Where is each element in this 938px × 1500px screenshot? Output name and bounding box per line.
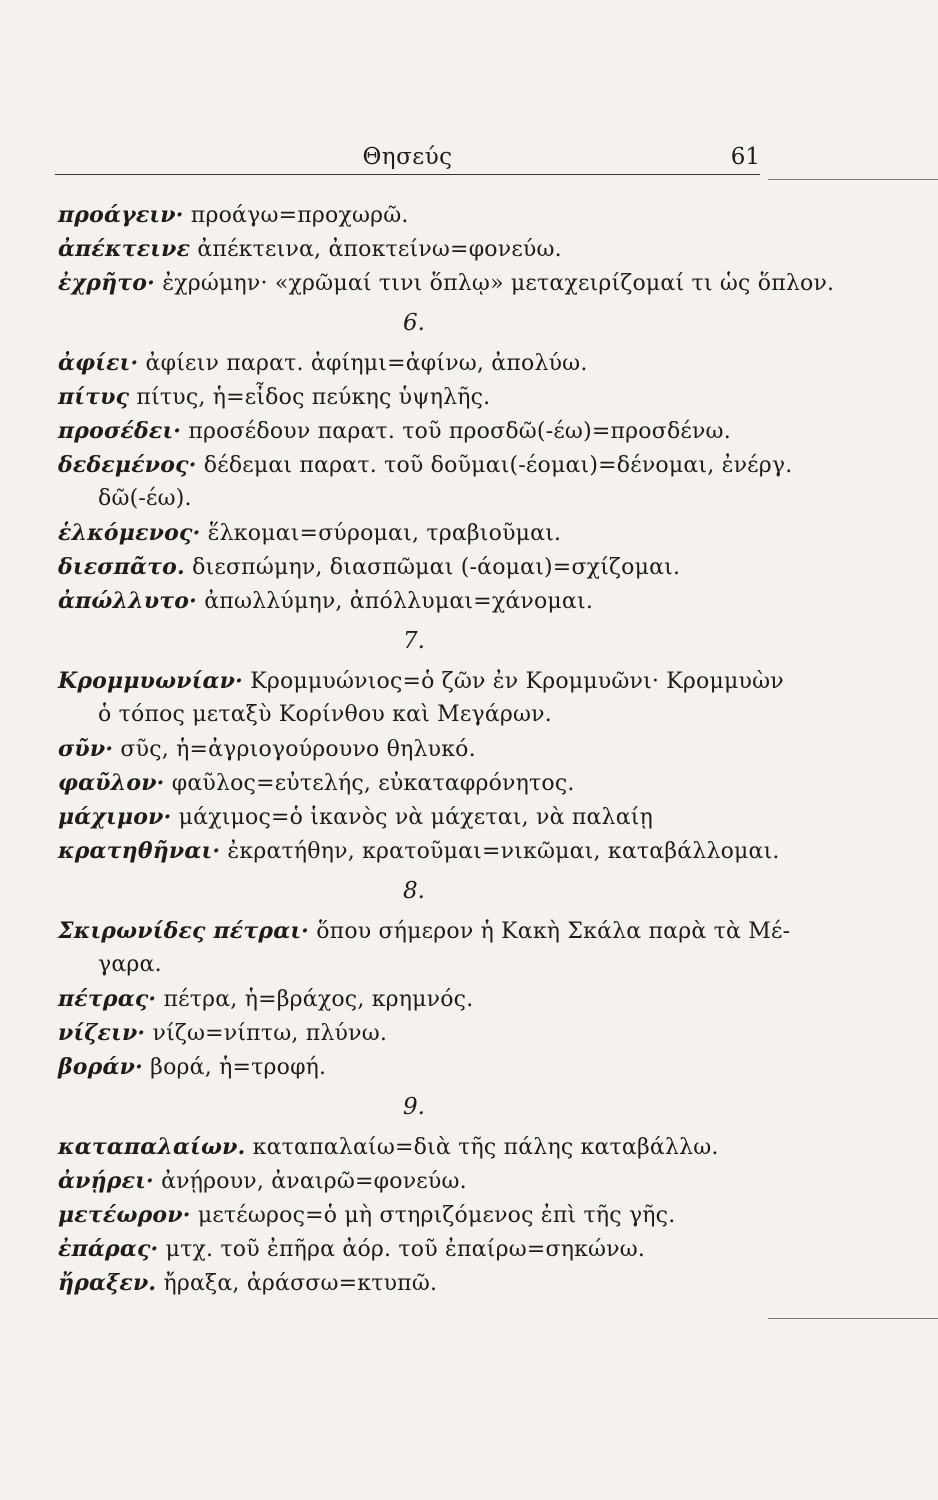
glossary-entry <box>58 914 791 948</box>
glossary-entry <box>58 1266 770 1300</box>
entry-lemma: ἐπάρας· <box>58 1236 159 1262</box>
glossary-entry <box>58 982 770 1016</box>
entry-definition: προσέδουν παρατ. τοῦ προσδῶ(-έω)=προσδένω. <box>181 419 731 444</box>
glossary-entry <box>58 584 770 618</box>
entry-lemma: σῦν· <box>58 736 114 762</box>
entry-lemma: ἤραξεν. <box>58 1270 157 1296</box>
glossary-entry <box>58 550 770 584</box>
glossary-body <box>58 198 835 1300</box>
margin-rule <box>768 179 938 180</box>
entry-lemma: μάχιμον· <box>58 804 172 830</box>
entry-definition: καταπαλαίω=διὰ τῆς πάλης καταβάλλω. <box>245 1135 719 1160</box>
glossary-entry <box>58 380 770 414</box>
entry-lemma: κρατηθῆναι· <box>58 838 221 864</box>
entry-lemma: μετέωρον· <box>58 1202 191 1228</box>
entry-lemma: ἑλκόμενος· <box>58 520 201 546</box>
glossary-entry <box>58 834 780 868</box>
running-header <box>55 140 760 175</box>
entry-definition: φαῦλος=εὐτελής, εὐκαταφρόνητος. <box>164 771 575 796</box>
glossary-entry <box>58 448 793 482</box>
glossary-entry <box>58 1164 770 1198</box>
entry-definition: ἀνῄρουν, ἀναιρῶ=φονεύω. <box>153 1169 467 1194</box>
glossary-entry <box>58 1198 770 1232</box>
section-number: 7. <box>403 628 425 654</box>
glossary-entry <box>58 266 835 300</box>
glossary-entry <box>58 414 770 448</box>
entry-lemma: πίτυς <box>58 384 130 410</box>
entry-definition: μετέωρος=ὁ μὴ στηριζόμενος ἐπὶ τῆς γῆς. <box>190 1203 676 1228</box>
section-number: 6. <box>403 310 425 336</box>
entry-definition: Κρομμυώνιος=ὁ ζῶν ἐν Κρομμυῶνι· Κρομμυὼν <box>243 669 784 694</box>
entry-definition: διεσπώμην, διασπῶμαι (-άομαι)=σχίζομαι. <box>184 555 681 580</box>
entry-definition: δέδεμαι παρατ. τοῦ δοῦμαι(-έομαι)=δένομαι, ἐνέργ. <box>196 453 793 478</box>
glossary-entry <box>58 800 770 834</box>
entry-definition: σῦς, ἡ=ἀγριογούρουνο θηλυκό. <box>113 737 476 762</box>
entry-lemma: νίζειν· <box>58 1020 146 1046</box>
entry-definition: ἐχρώμην· «χρῶμαί τινι ὅπλῳ» μεταχειρίζομαί τι ὡς ὅπλον. <box>155 271 835 296</box>
section-number: 9. <box>403 1094 425 1120</box>
entry-lemma: προάγειν· <box>58 202 184 228</box>
entry-lemma: καταπαλαίων. <box>58 1134 246 1160</box>
entry-lemma: πέτρας· <box>58 986 157 1012</box>
entry-continuation: γαρα. <box>98 952 162 977</box>
entry-lemma: ἀνῄρει· <box>58 1168 154 1194</box>
glossary-entry <box>58 1050 770 1084</box>
glossary-entry <box>58 1232 770 1266</box>
entry-definition: πίτυς, ἡ=εἶδος πεύκης ὑψηλῆς. <box>129 385 491 410</box>
glossary-entry <box>58 732 770 766</box>
entry-definition: μτχ. τοῦ ἐπῆρα ἀόρ. τοῦ ἐπαίρω=σηκώνω. <box>158 1237 646 1262</box>
entry-lemma: ἀφίει· <box>58 350 139 376</box>
glossary-entry <box>58 1016 770 1050</box>
entry-definition: ἀπωλλύμην, ἀπόλλυμαι=χάνομαι. <box>197 589 594 614</box>
entry-definition: ἤραξα, ἀράσσω=κτυπῶ. <box>156 1271 438 1296</box>
entry-continuation: ὁ τόπος μεταξὺ Κορίνθου καὶ Μεγάρων. <box>98 702 552 727</box>
entry-definition: νίζω=νίπτω, πλύνω. <box>145 1021 388 1046</box>
entry-definition: προάγω=προχωρῶ. <box>183 203 409 228</box>
page-number: 61 <box>730 144 760 170</box>
glossary-entry <box>58 346 770 380</box>
entry-definition: ἐκρατήθην, κρατοῦμαι=νικῶμαι, καταβάλλομαι. <box>220 839 780 864</box>
entry-lemma: Κρομμυωνίαν· <box>58 668 244 694</box>
entry-lemma: προσέδει· <box>58 418 182 444</box>
margin-rule <box>768 1318 938 1319</box>
entry-lemma: βοράν· <box>58 1054 143 1080</box>
entry-definition: ἀφίειν παρατ. ἀφίημι=ἀφίνω, ἀπολύω. <box>138 351 588 376</box>
entry-definition: ὅπου σήμερον ἡ Κακὴ Σκάλα παρὰ τὰ Μέ- <box>309 919 791 944</box>
entry-continuation: δῶ(-έω). <box>98 486 192 511</box>
entry-definition: ἕλκομαι=σύρομαι, τραβιοῦμαι. <box>200 521 562 546</box>
entry-lemma: δεδεμένος· <box>58 452 197 478</box>
entry-definition: πέτρα, ἡ=βράχος, κρημνός. <box>156 987 474 1012</box>
page-title: Θησεύς <box>362 144 453 170</box>
entry-lemma: ἀπέκτεινε <box>58 236 191 262</box>
entry-definition: βορά, ἡ=τροφή. <box>142 1055 327 1080</box>
entry-lemma: ἀπώλλυτο· <box>58 588 198 614</box>
entry-lemma: διεσπᾶτο. <box>58 554 185 580</box>
glossary-entry <box>58 1130 770 1164</box>
entry-lemma: ἐχρῆτο· <box>58 270 156 296</box>
entry-lemma: Σκιρωνίδες πέτραι· <box>58 918 310 944</box>
entry-definition: μάχιμος=ὁ ἱκανὸς νὰ μάχεται, νὰ παλαίῃ <box>171 805 653 830</box>
glossary-entry <box>58 516 770 550</box>
glossary-entry <box>58 664 784 698</box>
glossary-entry <box>58 232 770 266</box>
glossary-entry <box>58 766 770 800</box>
entry-lemma: φαῦλον· <box>58 770 165 796</box>
glossary-entry <box>58 198 770 232</box>
entry-definition: ἀπέκτεινα, ἀποκτείνω=φονεύω. <box>190 237 562 262</box>
section-number: 8. <box>403 878 425 904</box>
